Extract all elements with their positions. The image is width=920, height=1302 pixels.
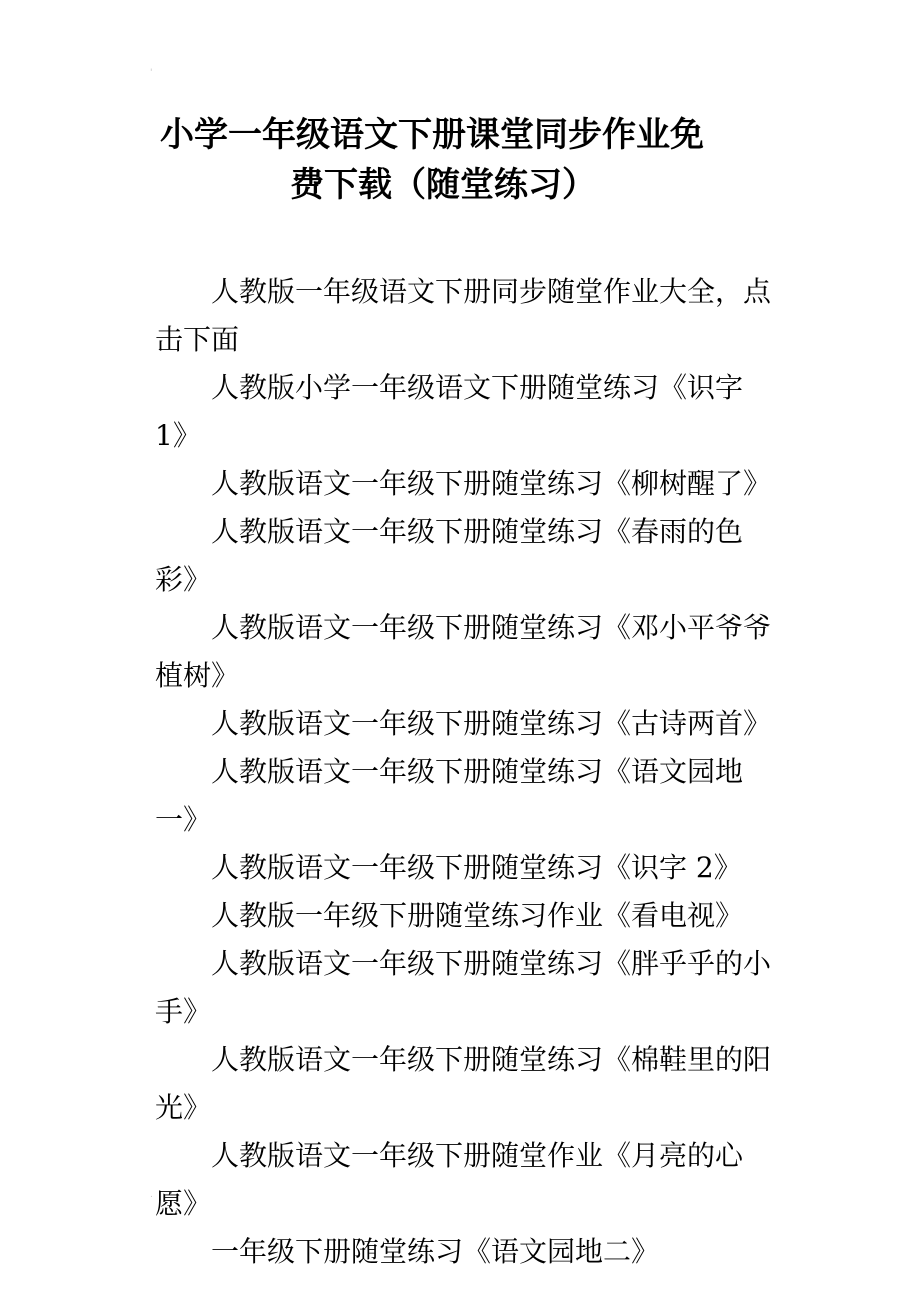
list-item: 人教版语文一年级下册随堂练习《春雨的色彩》 [155, 515, 744, 596]
title-line-2: 费下载（随堂练习） [290, 165, 596, 205]
corner-mark-top: ' [150, 68, 153, 78]
document-body [155, 268, 780, 1276]
list-item: 人教版语文一年级下册随堂练习《古诗两首》 [211, 707, 772, 740]
list-item: 人教版语文一年级下册随堂练习《邓小平爷爷植树》 [155, 611, 772, 692]
corner-mark-bottom: . [150, 1190, 153, 1200]
list-item: 一年级下册随堂练习《语文园地二》 [211, 1235, 660, 1268]
list-item: 人教版语文一年级下册随堂练习《识字 2》 [211, 851, 742, 884]
list-item: 人教版语文一年级下册随堂练习《棉鞋里的阳光》 [155, 1043, 772, 1124]
list-item: 人教版语文一年级下册随堂练习《柳树醒了》 [211, 467, 772, 500]
list-item: 人教版语文一年级下册随堂作业《月亮的心愿》 [155, 1139, 744, 1220]
list-item: 人教版一年级下册随堂练习作业《看电视》 [211, 899, 744, 932]
list-item: 人教版语文一年级下册随堂练习《语文园地一》 [155, 755, 744, 836]
paragraph-intro: 人教版一年级语文下册同步随堂作业大全，点击下面 [155, 275, 772, 356]
list-item: 人教版小学一年级语文下册随堂练习《识字 1》 [155, 371, 744, 452]
list-item: 人教版语文一年级下册随堂练习《胖乎乎的小手》 [155, 947, 772, 1028]
title-line-1: 小学一年级语文下册课堂同步作业免 [160, 115, 704, 155]
document-title [160, 110, 770, 210]
